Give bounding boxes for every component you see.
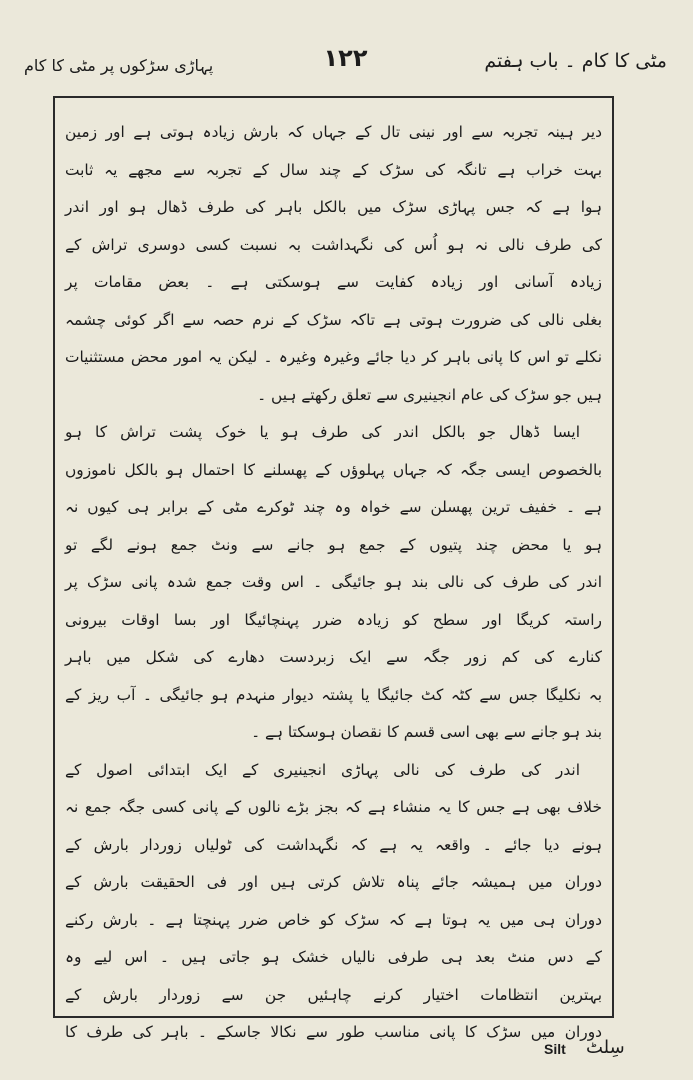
text-line: اندر کی طرف کی نالی بند ہو جائیگی ۔ اس وقت جمع شدہ پانی سڑک پر (65, 573, 602, 591)
text-line: ہیں جو سڑک کی عام انجینیری سے تعلق رکھتے ہیں ۔ (257, 385, 602, 404)
text-line: نکلے تو اس کا پانی باہر کر دیا جائے وغیرہ وغیرہ ۔ لیکن یہ امور محض مستثنیات (65, 348, 602, 366)
footnote-term (540, 1037, 625, 1063)
text-line: بہت خراب ہے تانگہ کی سڑک کے چند سال کے تجربہ سے مجھے یہ ثابت (65, 160, 602, 179)
text-frame (53, 96, 614, 1041)
footnote-urdu-term: سِلٹ (586, 1037, 625, 1058)
chapter-heading: مٹی کا کام ۔ باب ہفتم (484, 50, 667, 72)
text-line: بالخصوص ایسی جگہ کہ جہاں پہلوؤں کے پھسلنے کا احتمال ہو بالکل ناموزوں (65, 460, 602, 479)
page-header (24, 44, 667, 90)
text-line: خلاف بھی ہے جس کا یہ منشاء ہے کہ بجز بڑے نالوں کے پانی کسی جگہ جمع نہ (65, 798, 602, 816)
text-line: زیادہ آسانی اور زیادہ کفایت سے ہوسکتی ہے ۔ بعض مقامات پر (65, 273, 602, 291)
text-line: بند ہو جانے سے بھی اسی قسم کا نقصان ہوسکتا ہے ۔ (251, 723, 602, 741)
page-number: ۱۲۲ (323, 44, 368, 72)
text-line: کے دس منٹ بعد ہی طرفی نالیاں خشک ہو جاتی ہیں ۔ اس لیے وہ (65, 948, 602, 966)
text-line: ہے ۔ خفیف ترین پھسلن سے خواہ وہ چند ٹوکرے مٹی کے برابر ہی کیوں نہ (65, 498, 602, 516)
text-line: کنارے کی کم زور جگہ سے ایک زبردست دھارے کی شکل میں باہر (65, 648, 602, 666)
text-line: راستہ کریگا اور سطح کو زیادہ ضرر پہنچائیگا اور بسا اوقات بیرونی (65, 610, 602, 629)
text-line: دوران میں ہمیشہ جائے پناہ تلاش کرتی ہیں اور فی الحقیقت بارش کے (65, 873, 602, 891)
section-heading: پہاڑی سڑکوں پر مٹی کا کام (24, 56, 214, 75)
footnote-english-term: Silt (544, 1041, 566, 1057)
text-line: بہترین انتظامات اختیار کرنے چاہئیں جن سے زوردار بارش کے (65, 985, 602, 1004)
text-line: دوران ہی میں یہ ہوتا ہے کہ سڑک کو خاص ضرر پہنچتا ہے ۔ بارش رکنے (65, 910, 602, 929)
text-line: ایسا ڈھال جو بالکل اندر کی طرف ہو یا خوک پشت تراش کا ہو (65, 423, 580, 441)
text-line: ہو یا محض چند پتیوں کے جمع ہو جانے سے ونٹ جمع ہونے لگے تو (65, 535, 602, 554)
text-line: ہوا ہے کہ جس پہاڑی سڑک میں بالکل باہر کی طرف ڈھال ہو اور اندر (65, 198, 602, 216)
text-line: اندر کی طرف کی نالی پہاڑی انجینیری کے ایک ابتدائی اصول کے (65, 760, 580, 779)
text-line: بغلی نالی کی ضرورت ہوتی ہے تاکہ سڑک کے نرم حصہ سے اگر کوئی چشمہ (65, 310, 602, 329)
text-line: دوران میں سڑک کا پانی مناسب طور سے نکالا جاسکے ۔ باہر کی طرف کا (65, 1023, 602, 1041)
text-line: دیر ہینہ تجربہ سے اور نینی تال کے جہاں کہ بارش زیادہ ہوتی ہے اور زمین (65, 123, 602, 141)
text-line: ہونے دیا جائے ۔ واقعہ یہ ہے کہ نگہداشت کی ٹولیاں زوردار بارش کے (65, 835, 602, 854)
text-line: بہ نکلیگا جس سے کٹہ کٹ جائیگا یا پشتہ دیوار منہدم ہو جائیگی ۔ آب ریز کے (65, 685, 602, 704)
text-line: کی طرف نالی نہ ہو اُس کی نگہداشت بہ نسبت کسی دوسری تراش کے (65, 235, 602, 254)
